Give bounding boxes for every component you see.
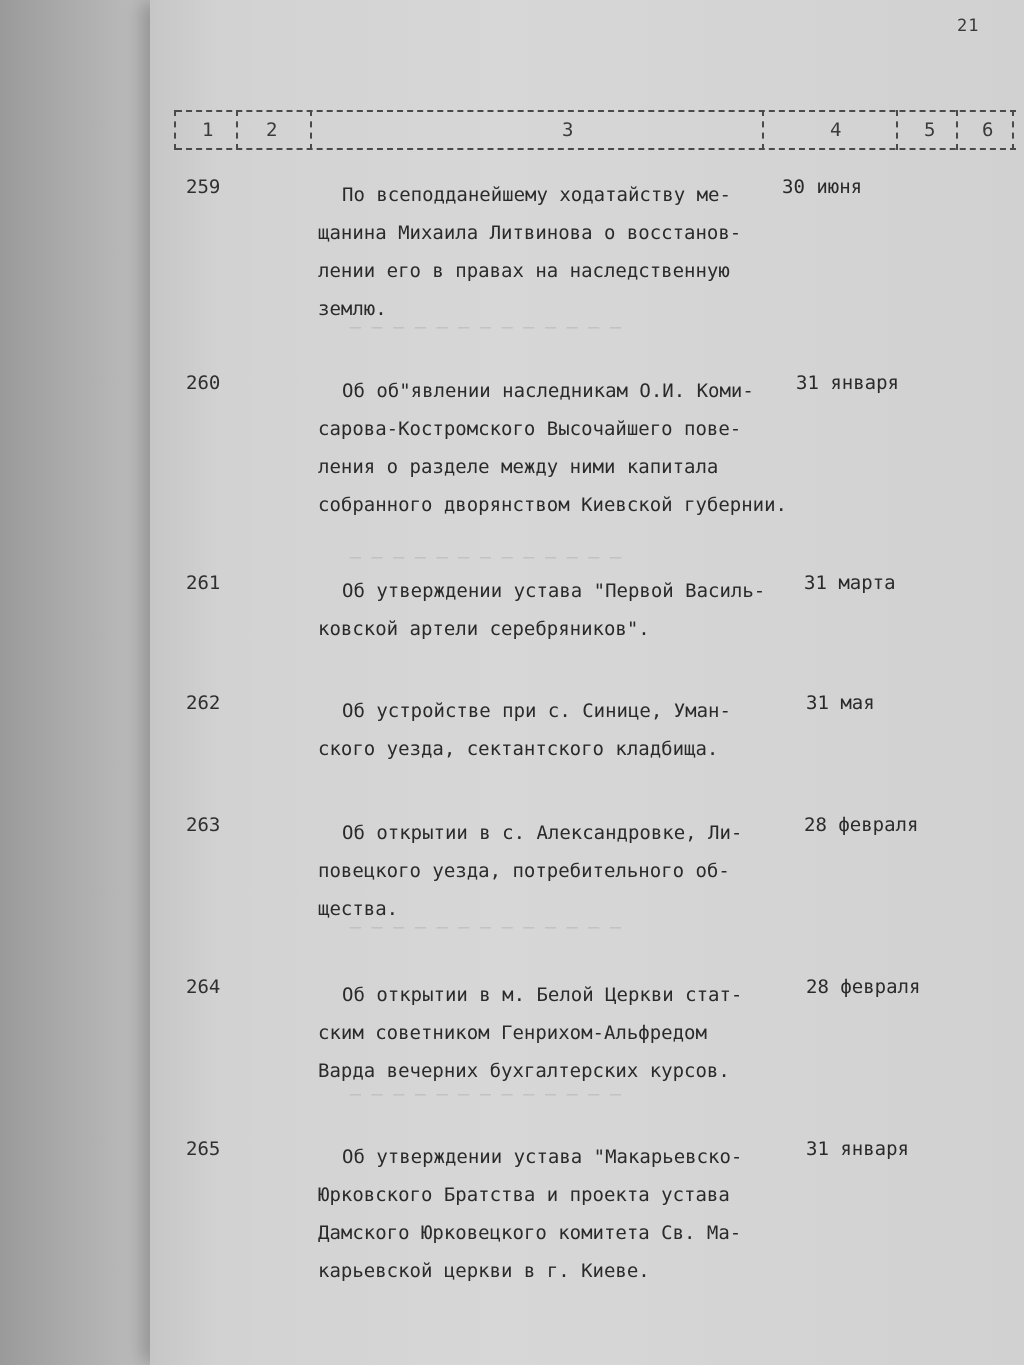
header-divider bbox=[310, 110, 312, 150]
entry-number: 264 bbox=[186, 976, 221, 998]
description-line: карьевской церкви в г. Киеве. bbox=[318, 1260, 650, 1282]
description-line: ским советником Генрихом-Альфредом bbox=[318, 1022, 707, 1044]
bleed-through-text: ─ ─ ─ ─ ─ ─ ─ ─ ─ ─ ─ ─ ─ bbox=[350, 918, 621, 939]
description-line: щества. bbox=[318, 898, 399, 920]
column-header-1: 1 bbox=[202, 119, 214, 141]
page-number: 21 bbox=[957, 16, 980, 36]
entry-date: 31 января bbox=[806, 1138, 909, 1160]
description-line: ковской артели серебряников". bbox=[318, 618, 650, 640]
header-divider bbox=[896, 110, 898, 150]
entry-number: 261 bbox=[186, 572, 221, 594]
description-line: ления о разделе между ними капитала bbox=[318, 456, 719, 478]
binding-shadow bbox=[0, 0, 150, 1365]
table-header bbox=[176, 110, 1016, 150]
entry-date: 31 марта bbox=[804, 572, 896, 594]
description-line: собранного дворянством Киевской губернии. bbox=[318, 494, 787, 516]
description-line: Об устройстве при с. Синице, Уман- bbox=[342, 700, 731, 722]
header-divider bbox=[956, 110, 958, 150]
description-line: сарова-Костромского Высочайшего пове- bbox=[318, 418, 742, 440]
header-divider bbox=[1012, 110, 1014, 150]
entry-date: 31 мая bbox=[806, 692, 875, 714]
description-line: щанина Михаила Литвинова о восстанов- bbox=[318, 222, 742, 244]
entry-description bbox=[318, 572, 788, 648]
entry-description bbox=[318, 976, 788, 1090]
description-line: Варда вечерних бухгалтерских курсов. bbox=[318, 1060, 730, 1082]
column-header-4: 4 bbox=[830, 119, 842, 141]
bleed-through-text: ─ ─ ─ ─ ─ ─ ─ ─ ─ ─ ─ ─ ─ bbox=[350, 548, 621, 569]
entry-description bbox=[318, 1138, 788, 1290]
entry-date: 28 февраля bbox=[806, 976, 921, 998]
description-line: ского уезда, сектантского кладбища. bbox=[318, 738, 719, 760]
column-header-6: 6 bbox=[982, 119, 994, 141]
header-divider bbox=[762, 110, 764, 150]
entry-number: 265 bbox=[186, 1138, 221, 1160]
header-divider bbox=[174, 110, 176, 150]
entry-description bbox=[318, 692, 788, 768]
description-line: Об утверждении устава "Первой Василь- bbox=[342, 580, 766, 602]
description-line: Юрковского Братства и проекта устава bbox=[318, 1184, 730, 1206]
entry-date: 28 февраля bbox=[804, 814, 919, 836]
entry-description bbox=[318, 814, 788, 928]
entry-number: 259 bbox=[186, 176, 221, 198]
entry-number: 262 bbox=[186, 692, 221, 714]
entry-number: 260 bbox=[186, 372, 221, 394]
column-header-2: 2 bbox=[266, 119, 278, 141]
entry-number: 263 bbox=[186, 814, 221, 836]
bleed-through-text: ─ ─ ─ ─ ─ ─ ─ ─ ─ ─ ─ ─ ─ bbox=[350, 318, 621, 339]
description-line: Об открытии в м. Белой Церкви стат- bbox=[342, 984, 743, 1006]
header-divider bbox=[236, 110, 238, 150]
entry-date: 31 января bbox=[796, 372, 899, 394]
column-header-3: 3 bbox=[562, 119, 574, 141]
entry-description bbox=[318, 176, 788, 328]
entry-date: 30 июня bbox=[782, 176, 863, 198]
description-line: землю. bbox=[318, 298, 387, 320]
description-line: Дамского Юрковецкого комитета Св. Ма- bbox=[318, 1222, 742, 1244]
description-line: лении его в правах на наследственную bbox=[318, 260, 730, 282]
description-line: Об открытии в с. Александровке, Ли- bbox=[342, 822, 743, 844]
column-header-5: 5 bbox=[924, 119, 936, 141]
description-line: По всеподданейшему ходатайству ме- bbox=[342, 184, 731, 206]
entry-description bbox=[318, 372, 788, 524]
bleed-through-text: ─ ─ ─ ─ ─ ─ ─ ─ ─ ─ ─ ─ ─ bbox=[350, 1085, 621, 1106]
description-line: Об об"явлении наследникам О.И. Коми- bbox=[342, 380, 754, 402]
description-line: Об утверждении устава "Макарьевско- bbox=[342, 1146, 743, 1168]
description-line: повецкого уезда, потребительного об- bbox=[318, 860, 730, 882]
